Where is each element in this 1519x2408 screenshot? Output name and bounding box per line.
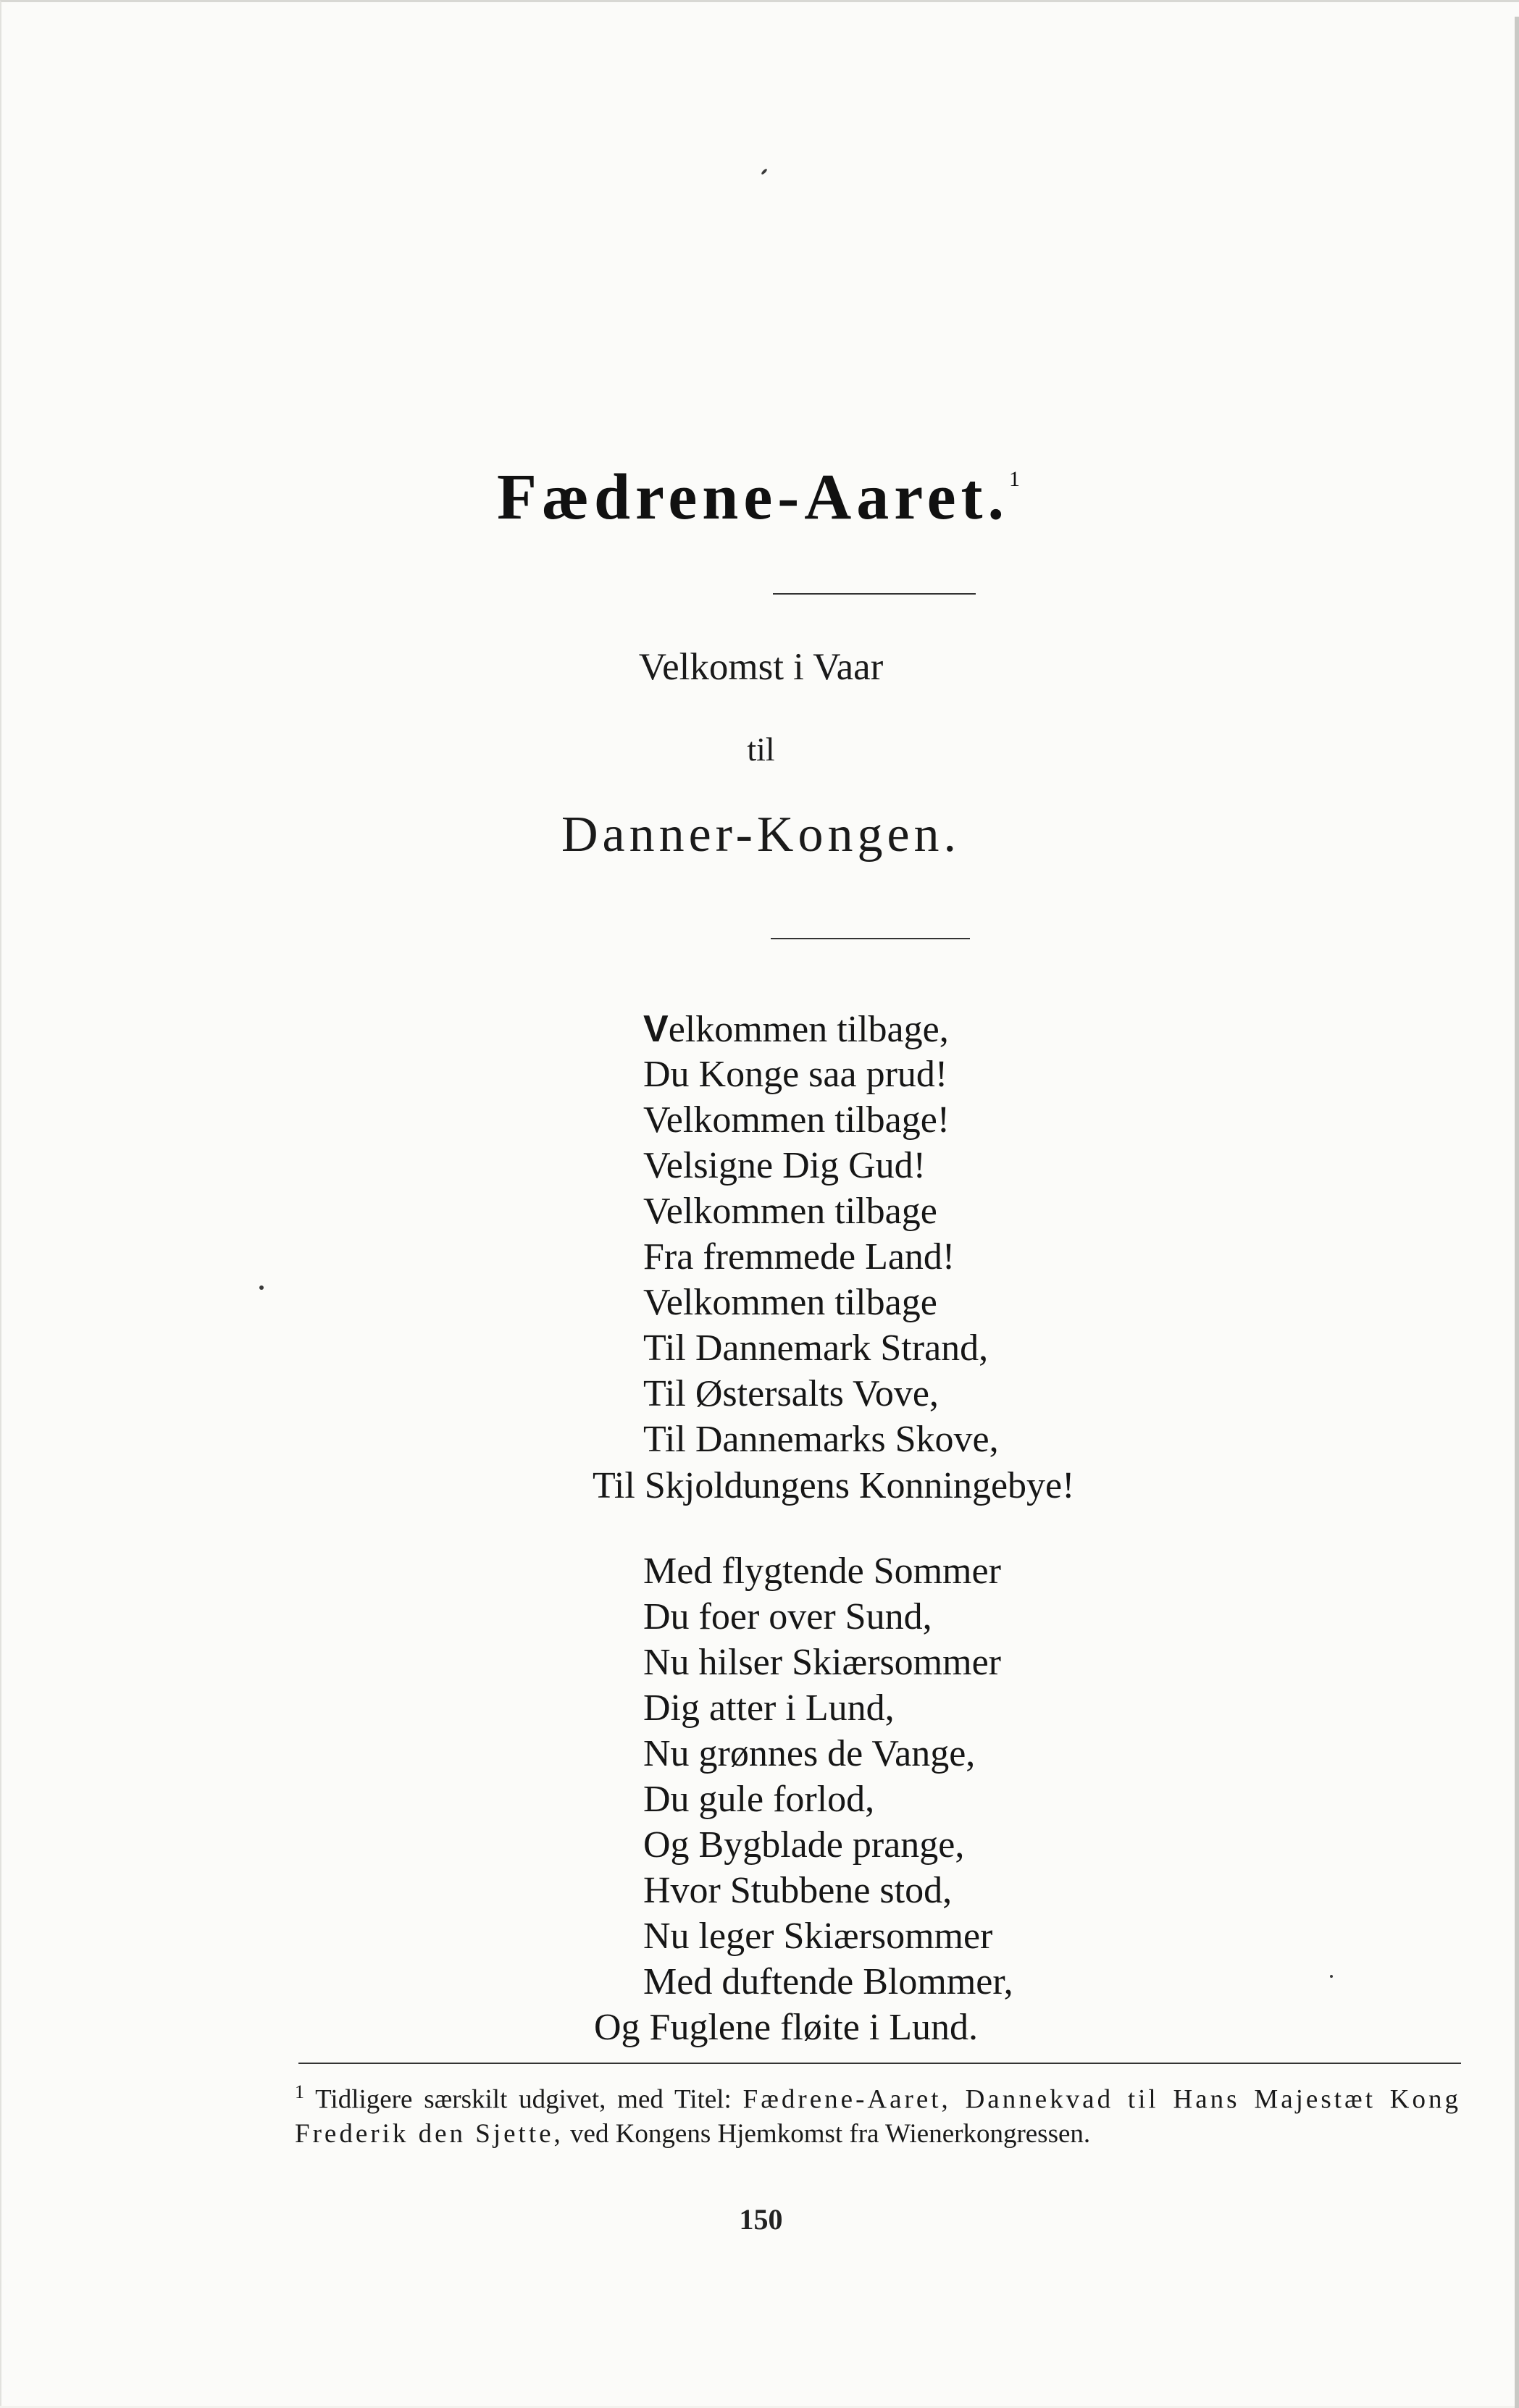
verse-line: Og Bygblade prange, (643, 1824, 965, 1866)
verse-line: Med flygtende Sommer (643, 1551, 1001, 1592)
verse-line: Nu grønnes de Vange, (643, 1733, 976, 1774)
verse-line: Velkommen tilbage! (643, 1099, 950, 1141)
verse-line: Velsigne Dig Gud! (643, 1145, 926, 1186)
verse-line: Dig atter i Lund, (643, 1687, 895, 1729)
verse-line: Til Dannemarks Skove, (643, 1419, 999, 1460)
footnote-marker: 1 (295, 2081, 304, 2102)
verse-line: Du foer over Sund, (643, 1596, 932, 1637)
footnote-reference: 1 (1009, 467, 1025, 491)
drop-cap: V (643, 1008, 669, 1050)
verse-line: Nu leger Skiærsommer (643, 1916, 993, 1957)
verse-line: Til Østersalts Vove, (643, 1373, 939, 1414)
verse-line: Fra fremmede Land! (643, 1236, 955, 1278)
footnote-cited-title: Fædrene-Aaret, Dannekvad til Hans Majestæt Kong Frederik den Sjette, (295, 2084, 1461, 2149)
ink-speck (259, 1285, 264, 1290)
subtitle-line-2: til (747, 731, 775, 768)
verse-line: Med duftende Blommer, (643, 1961, 1013, 2002)
verse-line: Og Fuglene fløite i Lund. (594, 2007, 979, 2048)
verse-line: Du gule forlod, (643, 1779, 875, 1820)
verse-line: Velkommen tilbage (643, 1191, 937, 1232)
subtitle-line-3: Danner-Kongen. (561, 807, 961, 863)
footnote-text-end: ved Kongens Hjemkomst fra Wienerkongressen. (570, 2119, 1091, 2149)
verse-line: Velkommen tilbage, (643, 1008, 949, 1050)
verse-line: Til Skjoldungens Konningebye! (593, 1465, 1075, 1506)
ink-speck (1330, 1975, 1333, 1978)
verse-line: Hvor Stubbene stod, (643, 1870, 953, 1911)
footnote-text: Tidligere særskilt udgivet, med Titel: (315, 2084, 732, 2115)
subtitle-line-1: Velkomst i Vaar (638, 646, 884, 688)
page-number: 150 (739, 2203, 783, 2236)
poem-title-text: Fædrene-Aaret. (497, 461, 1009, 533)
verse-line: Du Konge saa prud! (643, 1054, 948, 1095)
verse-line: Velkommen tilbage (643, 1282, 937, 1323)
footnote (295, 2075, 1461, 2152)
verse-line: Til Dannemark Strand, (643, 1327, 989, 1369)
ink-speck (761, 168, 768, 175)
verse-line: Nu hilser Skiærsommer (643, 1642, 1001, 1683)
footnote-divider (298, 2063, 1461, 2064)
poem-title (1, 460, 1519, 534)
title-divider (773, 593, 976, 595)
page-edge-shadow (1515, 17, 1519, 2408)
subtitle-divider (771, 938, 970, 939)
